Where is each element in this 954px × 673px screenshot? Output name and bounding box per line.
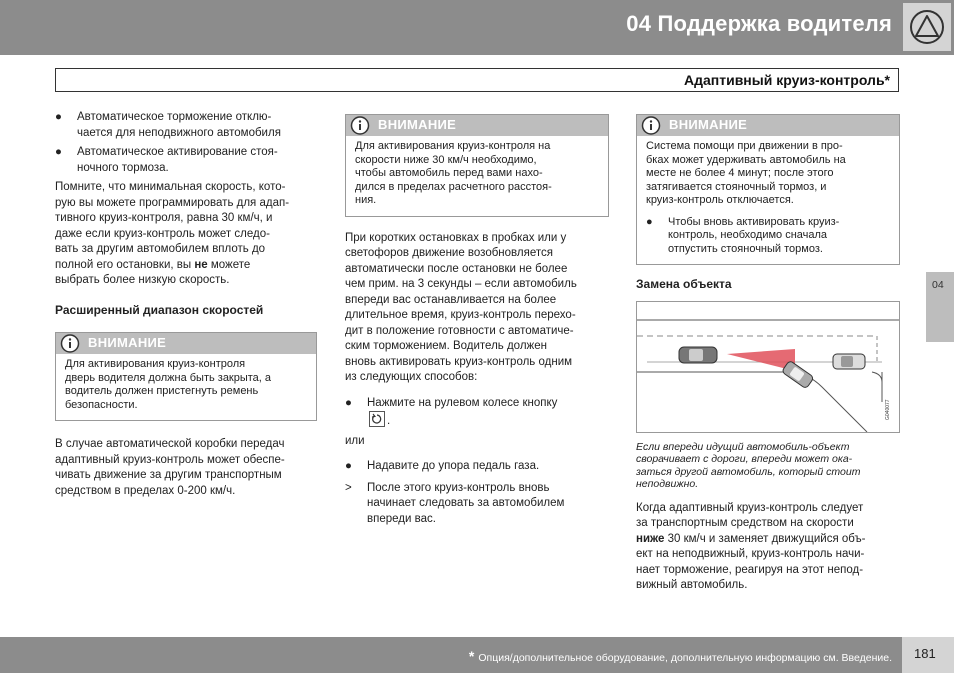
figure-caption: Если впереди идущий автомобиль-объект сворачивает с дороги, впереди может ока- заться другой автомобиль, который стоит неподвижно. xyxy=(636,440,861,490)
warning-header xyxy=(637,115,899,136)
page-number: 181 xyxy=(914,646,936,661)
turning-car-icon xyxy=(782,360,815,389)
paragraph: В случае автоматической коробки передач адаптивный круиз-контроль может обеспе- чивать движение за другим транспортным средством в пределах 0-200 км/ч. xyxy=(55,438,285,497)
emphasis: не xyxy=(194,258,208,271)
paragraph: При коротких остановках в пробках или у светофоров движение возобновляется автоматически после остановки не более чем прим. на 3 секунды – если автомобиль впереди вас останавливается на более длительное время, круиз-контроль перехо- дит в положение готовности с автоматиче- ским торможением. Водитель должен вновь активировать круиз-контроль одним из следующих способов: xyxy=(345,231,577,383)
warning-box xyxy=(636,114,900,265)
resume-button-icon xyxy=(369,411,385,427)
subheading: Замена объекта xyxy=(636,277,732,291)
paragraph xyxy=(636,501,900,594)
info-icon xyxy=(348,115,372,142)
result-text: После этого круиз-контроль вновь начинает следовать за автомобилем впереди вас. xyxy=(367,481,565,525)
paragraph-text: Когда адаптивный круиз-контроль следует за транспортным средством на скорости xyxy=(636,501,864,529)
list-item-text: Нажмите на рулевом колесе кнопку xyxy=(367,396,558,409)
paragraph-text: Помните, что минимальная скорость, кото- рую вы можете программировать для адап- тивного круиз-контроля, равна 30 км/ч, и даже если круиз-контроль может следо- вать за другим автомобилем вплоть до полной его остановки, вы xyxy=(55,181,290,271)
target-change-illustration xyxy=(636,301,900,433)
list-item xyxy=(55,110,317,141)
warning-title: ВНИМАНИЕ xyxy=(669,117,748,132)
list-item xyxy=(345,396,609,430)
column-3 xyxy=(636,114,900,594)
list-item-text: Автоматическое торможение отклю- чается для неподвижного автомобиля xyxy=(77,111,281,139)
info-icon xyxy=(58,333,82,360)
list-item-text: Автоматическое активирование стоя- ночного тормоза. xyxy=(77,146,278,174)
page-footer xyxy=(0,637,954,673)
result-marker: > xyxy=(345,481,352,494)
warning-text: Для активирования круиз-контроля дверь водителя должна быть закрыта, а водитель должен пристегнуть ремень безопасности. xyxy=(65,358,272,411)
paragraph-text: 30 км/ч и заменяет движущийся объ- ект на неподвижный, круиз-контроль начи- нает торможение, реагируя на этот непод- вижный автомобиль. xyxy=(636,532,866,591)
chapter-tab xyxy=(926,272,954,342)
road-diagram xyxy=(637,302,899,432)
warning-title: ВНИМАНИЕ xyxy=(378,117,457,132)
footer-note-text: Опция/дополнительное оборудование, дополнительную информацию см. Введение. xyxy=(478,652,892,664)
list-item xyxy=(646,216,891,257)
info-icon xyxy=(639,115,663,142)
list-item-text: Надавите до упора педаль газа. xyxy=(367,460,540,472)
page-header xyxy=(0,0,954,55)
stationary-car-icon xyxy=(833,354,865,369)
list-item xyxy=(55,145,317,176)
emphasis: ниже xyxy=(636,532,665,545)
warning-triangle-icon xyxy=(903,3,951,51)
column-2 xyxy=(345,114,609,531)
paragraph xyxy=(55,180,317,289)
warning-header xyxy=(56,333,316,354)
paragraph-text: можете выбрать более низкую скорость. xyxy=(55,258,251,286)
bullet-icon: ● xyxy=(345,396,352,409)
road-edge-line xyxy=(872,372,882,382)
bullet-icon: ● xyxy=(55,111,62,123)
warning-title: ВНИМАНИЕ xyxy=(88,335,167,350)
footer-note xyxy=(469,648,892,664)
chapter-tab-label: 04 xyxy=(932,279,944,291)
asterisk-icon: * xyxy=(468,648,475,664)
result-item xyxy=(345,481,609,528)
list-item-text: Чтобы вновь активировать круиз- контроль, необходимо сначала отпустить стояночный тормоз. xyxy=(668,215,840,255)
subheading: Расширенный диапазон скоростей xyxy=(55,302,264,317)
column-1 xyxy=(55,110,317,499)
or-text: или xyxy=(345,434,365,447)
warning-text: Для активирования круиз-контроля на скорости ниже 30 км/ч необходимо, чтобы автомобиль перед вами нахо- дился в пределах расчетного расстоя- ния. xyxy=(355,140,552,206)
bullet-icon: ● xyxy=(646,215,653,228)
punctuation: . xyxy=(387,415,391,427)
road-edge-line xyxy=(637,372,867,432)
section-title: Адаптивный круиз-контроль* xyxy=(684,72,890,88)
warning-box xyxy=(55,332,317,421)
bullet-icon: ● xyxy=(55,146,62,158)
bullet-icon: ● xyxy=(345,460,352,472)
warning-paragraph: Система помощи при движении в про- бках может удерживать автомобиль на месте не более 4 минут; после этого затягивается стояночный тормоз, и круиз-контроль отключается. xyxy=(646,140,846,206)
section-bar xyxy=(55,68,899,92)
warning-text xyxy=(637,136,899,264)
warning-box xyxy=(345,114,609,217)
chapter-title: 04 Поддержка водителя xyxy=(626,11,892,36)
figure-code: G040077 xyxy=(885,398,891,420)
page-number-box xyxy=(902,637,954,673)
warning-header xyxy=(346,115,608,136)
list-item xyxy=(345,459,609,475)
own-car-icon xyxy=(679,347,717,363)
